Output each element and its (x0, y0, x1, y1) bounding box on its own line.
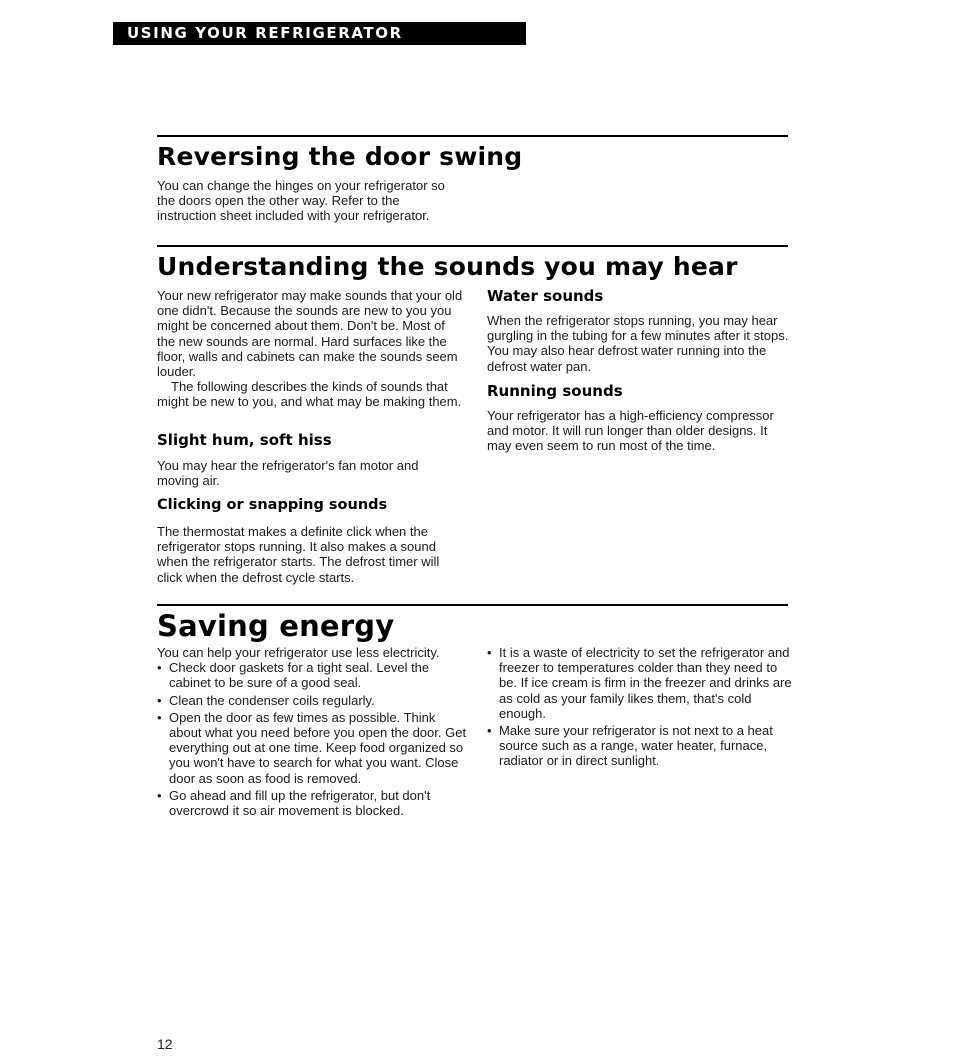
door-swing-body (157, 178, 453, 224)
list-item (157, 788, 467, 818)
list-item (157, 693, 467, 708)
energy-intro: You can help your refrigerator use less electricity. (157, 645, 440, 660)
energy-rule (157, 604, 788, 606)
list-item (487, 723, 793, 769)
list-item-text: Check door gaskets for a tight seal. Level the cabinet to be sure of a good seal. (169, 660, 430, 691)
running-text: Your refrigerator has a high-efficiency compressor and motor. It will run longer than older designs. It may even seem to run most of the time. (487, 408, 774, 454)
sounds-rule (157, 245, 788, 247)
energy-left-list (157, 660, 467, 818)
door-swing-rule (157, 135, 788, 137)
click-text: The thermostat makes a definite click when the refrigerator stops running. It also makes a sound when the refrigerator starts. The defrost timer will click when the defrost cycle starts. (157, 524, 440, 585)
bullet-icon: • (157, 692, 162, 708)
list-item-text: Go ahead and fill up the refrigerator, but don't overcrowd it so air movement is blocked. (169, 787, 431, 819)
click-heading: Clicking or snapping sounds (157, 497, 388, 513)
hum-heading: Slight hum, soft hiss (157, 431, 332, 449)
sounds-intro-paragraph-1: Your new refrigerator may make sounds that your old one didn't. Because the sounds are new to you you might be concerned about them. Don't be. Most of the new sounds are normal. Hard surfaces like the floor, walls and cabinets can make the sounds seem louder. (157, 288, 463, 380)
bullet-icon: • (487, 645, 492, 660)
energy-title: Saving energy (157, 609, 395, 643)
section-header-bar (113, 22, 526, 45)
list-item-text: Open the door as few times as possible. Think about what you need before you open the door. Get everything out at one time. Keep food organized so you won't have to search for what you want. Close door as soon as food is removed. (169, 709, 467, 786)
list-item-text: It is a waste of electricity to set the refrigerator and freezer to temperatures colder than they need to be. If ice cream is firm in the freezer and drinks are as cold as your family likes them, that's cold enough. (499, 645, 792, 721)
list-item (157, 710, 467, 786)
sounds-intro-paragraph-2: The following describes the kinds of sounds that might be new to you, and what may be making them. (157, 379, 462, 410)
door-swing-title: Reversing the door swing (157, 142, 523, 171)
bullet-icon: • (487, 723, 492, 739)
water-text: When the refrigerator stops running, you may hear gurgling in the tubing for a few minutes after it stops. You may also hear defrost water running into the defrost water pan. (487, 313, 789, 374)
water-heading: Water sounds (487, 287, 604, 305)
list-item-text: Clean the condenser coils regularly. (169, 692, 375, 708)
door-swing-text: You can change the hinges on your refrigerator so the doors open the other way. Refer to the instruction sheet included with your refrigerator. (157, 178, 445, 224)
list-item (487, 645, 793, 721)
click-body (157, 524, 463, 585)
energy-right-column (487, 645, 793, 771)
section-header-label: USING YOUR REFRIGERATOR (127, 24, 403, 42)
running-heading: Running sounds (487, 382, 623, 400)
hum-body (157, 458, 457, 488)
sounds-intro (157, 288, 463, 410)
bullet-icon: • (157, 787, 162, 803)
bullet-icon: • (157, 660, 162, 676)
energy-right-list (487, 645, 793, 769)
energy-left-column (157, 645, 467, 820)
hum-text: You may hear the refrigerator's fan motor and moving air. (157, 458, 419, 489)
list-item (157, 660, 467, 690)
page-number: 12 (157, 1036, 173, 1052)
list-item-text: Make sure your refrigerator is not next to a heat source such as a range, water heater, furnace, radiator or in direct sunlight. (499, 723, 773, 769)
bullet-icon: • (157, 709, 162, 725)
water-body (487, 313, 792, 374)
running-body (487, 408, 787, 454)
sounds-title: Understanding the sounds you may hear (157, 252, 738, 281)
